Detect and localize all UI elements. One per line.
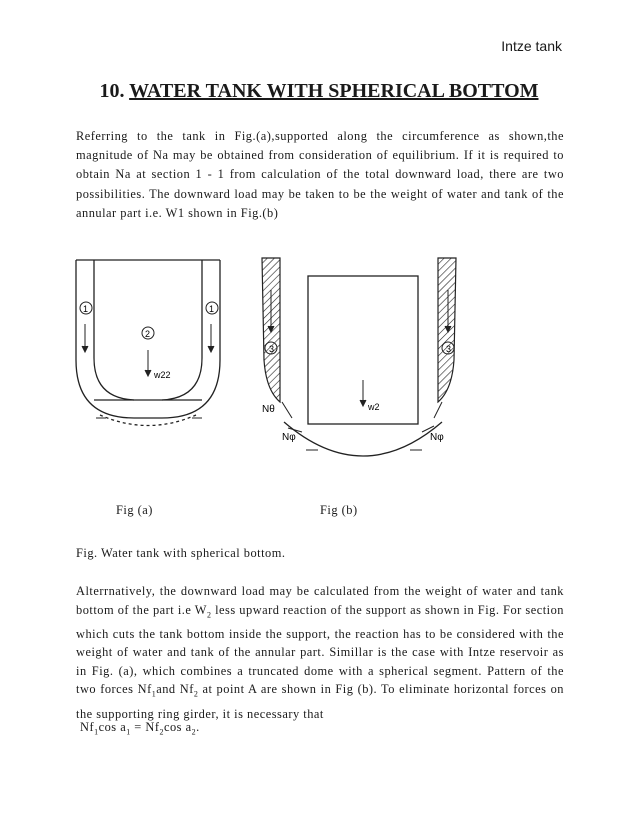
eq-s2: 1 xyxy=(126,727,131,737)
paragraph-equilibrium: Referring to the tank in Fig.(a),supported along the circumference as shown,the magnitude of Na may be obtained from consideration of equilibrium. If it is required to obtain Na at section 1 - 1 from calculation of the total downward load, there are two possibilities. The downward load may be taken to be the weight of water and tank of the annular part i.e. W1 shown in Fig.(b) xyxy=(76,129,564,220)
eq-s4: 2 xyxy=(191,727,197,737)
p2-part4: at point A are shown in Fig (b). To eliminate horizontal forces on the supporting ring girder, it is necessary that xyxy=(76,682,564,721)
section-title-text: WATER TANK WITH SPHERICAL BOTTOM xyxy=(129,80,539,102)
paragraph-alternative xyxy=(76,582,564,723)
eq-p2: cos a xyxy=(98,720,127,734)
label-three-right: 3 xyxy=(446,344,452,354)
eq-s1: 1 xyxy=(94,727,99,737)
fig-b-tank xyxy=(284,276,442,456)
eq-p4: cos a xyxy=(163,720,192,734)
label-n-phi-right: Nφ xyxy=(430,432,444,443)
p2-part3: and Nf xyxy=(156,682,194,697)
label-two: 2 xyxy=(145,329,151,339)
label-w22: w22 xyxy=(154,370,171,380)
figure-title: Fig. Water tank with spherical bottom. xyxy=(76,546,286,560)
p2-sub2: 1 xyxy=(151,689,157,699)
fig-b-annotations xyxy=(265,290,454,450)
eq-s3: 2 xyxy=(159,727,164,737)
caption-fig-b: Fig (b) xyxy=(320,503,358,517)
label-n-phi-left: Nφ xyxy=(282,432,296,443)
eq-p3: = Nf xyxy=(130,720,160,734)
p2-part1: Alterrnatively, the downward load may be calculated from the weight of water and tank bottom of the part i.e W xyxy=(76,584,564,617)
p2-sub3: 2 xyxy=(193,689,199,699)
equation xyxy=(80,720,200,736)
label-one-left: 1 xyxy=(83,304,89,314)
tank-figure xyxy=(70,250,570,475)
label-n-theta: Nθ xyxy=(262,404,275,415)
section-title xyxy=(0,80,638,103)
fig-a-tank xyxy=(76,260,220,426)
label-three-left: 3 xyxy=(269,344,275,354)
label-w2: w2 xyxy=(368,402,380,412)
tank-diagram xyxy=(70,250,570,475)
caption-fig-a: Fig (a) xyxy=(116,503,153,517)
p2-part2: less upward reaction of the support as shown in Fig. For section which cuts the tank bottom inside the support, the reaction has to be considered with the weight of water and tank of the annular part. Simillar is the case with Intze reservoir as in Fig. (a), which combines a truncated dome with a spherical segment. Pattern of the two forces Nf xyxy=(76,602,564,697)
document-header: Intze tank xyxy=(501,38,562,54)
eq-p5: . xyxy=(196,720,200,734)
eq-p1: Nf xyxy=(80,720,95,734)
p2-sub1: 2 xyxy=(206,610,212,620)
label-one-right: 1 xyxy=(209,304,215,314)
section-number: 10. xyxy=(99,80,125,102)
